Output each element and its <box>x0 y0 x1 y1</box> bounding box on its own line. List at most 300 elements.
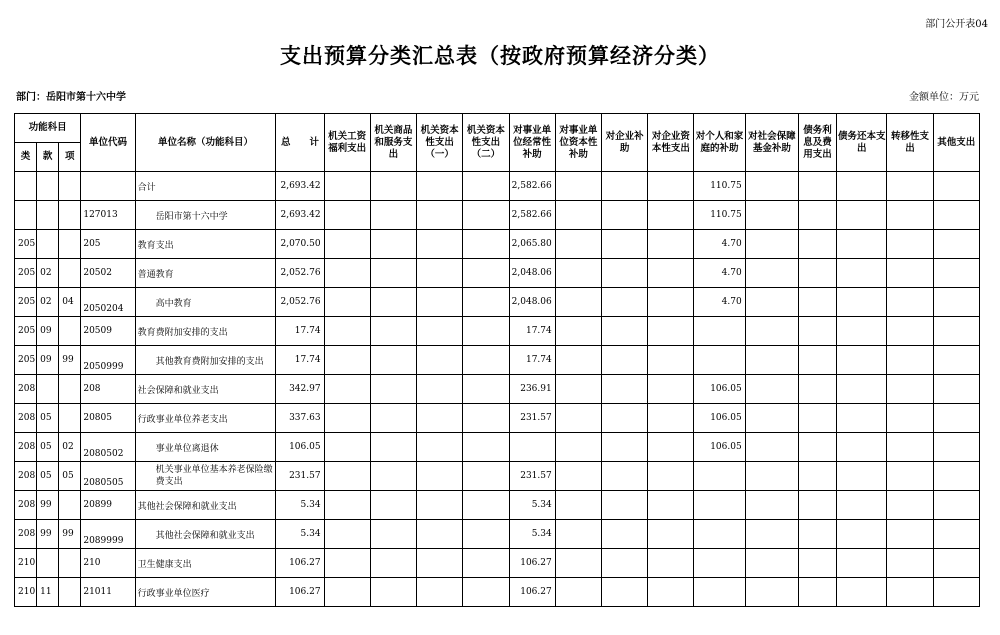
row-xiang <box>59 201 81 230</box>
row-c3 <box>417 433 463 462</box>
row-c11 <box>798 404 836 433</box>
row-c5: 2,065.80 <box>509 230 555 259</box>
header-xiang: 项 <box>59 143 81 172</box>
row-c3 <box>417 201 463 230</box>
row-unit-code: 20805 <box>81 404 135 433</box>
row-c4 <box>463 520 509 549</box>
row-c10 <box>745 201 798 230</box>
row-c1 <box>324 462 370 491</box>
row-c12 <box>837 404 887 433</box>
row-unit-code: 20502 <box>81 259 135 288</box>
header-c4: 机关资本性支出（二） <box>463 114 509 172</box>
row-unit-code <box>81 172 135 201</box>
page-code: 部门公开表04 <box>925 19 988 30</box>
row-c5: 231.57 <box>509 462 555 491</box>
row-c3 <box>417 404 463 433</box>
row-c10 <box>745 433 798 462</box>
row-xiang <box>59 578 81 607</box>
row-xiang <box>59 317 81 346</box>
row-c13 <box>887 520 933 549</box>
row-c7 <box>601 259 647 288</box>
row-c6 <box>555 317 601 346</box>
row-c3 <box>417 462 463 491</box>
row-c8 <box>648 462 694 491</box>
row-c9: 106.05 <box>694 433 745 462</box>
row-c3 <box>417 549 463 578</box>
table-row <box>15 317 980 346</box>
row-c6 <box>555 201 601 230</box>
header-c11: 债务利息及费用支出 <box>798 114 836 172</box>
row-c14 <box>933 491 979 520</box>
header-total: 总 计 <box>276 114 324 172</box>
table-row <box>15 404 980 433</box>
header-c7: 对企业补助 <box>601 114 647 172</box>
table-row <box>15 549 980 578</box>
row-c1 <box>324 491 370 520</box>
row-c4 <box>463 404 509 433</box>
header-kuan: 款 <box>37 143 59 172</box>
row-c9 <box>694 462 745 491</box>
row-c10 <box>745 520 798 549</box>
header-unit-name: 单位名称（功能科目） <box>135 114 276 172</box>
row-c14 <box>933 462 979 491</box>
row-c1 <box>324 346 370 375</box>
row-c1 <box>324 230 370 259</box>
row-c2 <box>370 520 416 549</box>
table-row <box>15 230 980 259</box>
row-c10 <box>745 288 798 317</box>
row-lei: 208 <box>15 433 37 462</box>
row-c5: 236.91 <box>509 375 555 404</box>
row-c2 <box>370 230 416 259</box>
row-c6 <box>555 491 601 520</box>
row-c3 <box>417 491 463 520</box>
row-c8 <box>648 317 694 346</box>
table-row <box>15 520 980 549</box>
row-c9: 4.70 <box>694 259 745 288</box>
row-c12 <box>837 549 887 578</box>
row-xiang: 04 <box>59 288 81 317</box>
row-xiang <box>59 259 81 288</box>
row-c9: 106.05 <box>694 404 745 433</box>
row-kuan: 05 <box>37 433 59 462</box>
row-unit-code: 20899 <box>81 491 135 520</box>
row-total: 2,070.50 <box>276 230 324 259</box>
row-xiang <box>59 230 81 259</box>
row-c13 <box>887 259 933 288</box>
row-c1 <box>324 578 370 607</box>
row-lei: 208 <box>15 404 37 433</box>
row-c8 <box>648 578 694 607</box>
row-lei <box>15 201 37 230</box>
row-lei: 205 <box>15 317 37 346</box>
row-c2 <box>370 375 416 404</box>
row-c1 <box>324 520 370 549</box>
header-unit-code: 单位代码 <box>81 114 135 172</box>
row-lei: 208 <box>15 491 37 520</box>
budget-table <box>14 113 980 607</box>
row-c11 <box>798 288 836 317</box>
row-c14 <box>933 375 979 404</box>
row-c8 <box>648 172 694 201</box>
row-c10 <box>745 259 798 288</box>
row-kuan <box>37 230 59 259</box>
header-c5: 对事业单位经常性补助 <box>509 114 555 172</box>
row-kuan: 05 <box>37 404 59 433</box>
row-kuan: 02 <box>37 288 59 317</box>
row-xiang <box>59 549 81 578</box>
row-c1 <box>324 201 370 230</box>
header-c8: 对企业资本性支出 <box>648 114 694 172</box>
row-unit-name: 其他教育费附加安排的支出 <box>135 346 276 375</box>
row-kuan: 05 <box>37 462 59 491</box>
row-c14 <box>933 201 979 230</box>
header-lei: 类 <box>15 143 37 172</box>
row-c8 <box>648 259 694 288</box>
row-c5: 5.34 <box>509 520 555 549</box>
row-c13 <box>887 462 933 491</box>
row-c3 <box>417 288 463 317</box>
row-unit-name: 行政事业单位医疗 <box>135 578 276 607</box>
row-c12 <box>837 172 887 201</box>
row-c12 <box>837 433 887 462</box>
row-kuan: 09 <box>37 346 59 375</box>
row-c13 <box>887 549 933 578</box>
row-c1 <box>324 259 370 288</box>
row-c4 <box>463 201 509 230</box>
row-c14 <box>933 317 979 346</box>
header-c12: 债务还本支出 <box>837 114 887 172</box>
row-total: 2,693.42 <box>276 201 324 230</box>
row-c3 <box>417 375 463 404</box>
row-c14 <box>933 578 979 607</box>
row-xiang: 05 <box>59 462 81 491</box>
row-c5: 17.74 <box>509 317 555 346</box>
table-row <box>15 462 980 491</box>
row-xiang <box>59 172 81 201</box>
row-lei: 205 <box>15 230 37 259</box>
row-unit-code: 2050999 <box>81 346 135 375</box>
row-c4 <box>463 346 509 375</box>
row-c8 <box>648 201 694 230</box>
row-c6 <box>555 288 601 317</box>
row-c11 <box>798 520 836 549</box>
row-c7 <box>601 317 647 346</box>
table-row <box>15 375 980 404</box>
row-c12 <box>837 288 887 317</box>
row-c7 <box>601 375 647 404</box>
row-lei: 205 <box>15 346 37 375</box>
row-c10 <box>745 346 798 375</box>
row-c14 <box>933 259 979 288</box>
row-c6 <box>555 259 601 288</box>
row-c8 <box>648 288 694 317</box>
row-c4 <box>463 433 509 462</box>
row-c7 <box>601 201 647 230</box>
row-c11 <box>798 201 836 230</box>
row-c5 <box>509 433 555 462</box>
amount-unit-label: 金额单位：万元 <box>909 92 979 103</box>
table-row <box>15 346 980 375</box>
row-c5: 2,048.06 <box>509 288 555 317</box>
row-unit-name: 卫生健康支出 <box>135 549 276 578</box>
row-c11 <box>798 172 836 201</box>
row-c10 <box>745 462 798 491</box>
row-xiang <box>59 375 81 404</box>
row-unit-name: 行政事业单位养老支出 <box>135 404 276 433</box>
row-c6 <box>555 375 601 404</box>
row-total: 337.63 <box>276 404 324 433</box>
row-c10 <box>745 549 798 578</box>
row-kuan <box>37 375 59 404</box>
row-c7 <box>601 578 647 607</box>
row-c4 <box>463 259 509 288</box>
row-total: 2,052.76 <box>276 259 324 288</box>
row-c5: 2,582.66 <box>509 201 555 230</box>
row-lei: 210 <box>15 549 37 578</box>
row-c6 <box>555 404 601 433</box>
row-c2 <box>370 491 416 520</box>
row-c6 <box>555 520 601 549</box>
row-c9: 4.70 <box>694 230 745 259</box>
row-kuan: 11 <box>37 578 59 607</box>
row-c4 <box>463 172 509 201</box>
row-total: 231.57 <box>276 462 324 491</box>
row-c14 <box>933 346 979 375</box>
row-lei: 205 <box>15 259 37 288</box>
row-c12 <box>837 520 887 549</box>
row-lei: 208 <box>15 462 37 491</box>
row-xiang: 99 <box>59 520 81 549</box>
row-c14 <box>933 433 979 462</box>
row-c2 <box>370 462 416 491</box>
row-c11 <box>798 491 836 520</box>
row-unit-name: 机关事业单位基本养老保险缴费支出 <box>135 462 276 491</box>
row-c12 <box>837 259 887 288</box>
row-c10 <box>745 404 798 433</box>
row-c10 <box>745 578 798 607</box>
row-unit-code: 2080505 <box>81 462 135 491</box>
row-c8 <box>648 491 694 520</box>
row-c5: 106.27 <box>509 549 555 578</box>
row-kuan: 99 <box>37 491 59 520</box>
row-c13 <box>887 578 933 607</box>
row-total: 17.74 <box>276 317 324 346</box>
row-c7 <box>601 491 647 520</box>
row-c3 <box>417 317 463 346</box>
row-c3 <box>417 259 463 288</box>
row-c13 <box>887 433 933 462</box>
page-title: 支出预算分类汇总表（按政府预算经济分类） <box>280 43 720 68</box>
row-total: 5.34 <box>276 520 324 549</box>
row-c7 <box>601 288 647 317</box>
row-c7 <box>601 346 647 375</box>
row-xiang <box>59 404 81 433</box>
row-unit-name: 高中教育 <box>135 288 276 317</box>
row-lei: 208 <box>15 375 37 404</box>
row-c2 <box>370 288 416 317</box>
table-row <box>15 288 980 317</box>
row-c7 <box>601 230 647 259</box>
row-c9 <box>694 491 745 520</box>
row-c5: 5.34 <box>509 491 555 520</box>
row-unit-name: 事业单位离退休 <box>135 433 276 462</box>
row-c6 <box>555 172 601 201</box>
row-c14 <box>933 404 979 433</box>
row-c11 <box>798 230 836 259</box>
row-c9 <box>694 520 745 549</box>
row-c13 <box>887 404 933 433</box>
row-c4 <box>463 317 509 346</box>
row-c3 <box>417 230 463 259</box>
row-lei: 208 <box>15 520 37 549</box>
row-c11 <box>798 259 836 288</box>
row-c3 <box>417 578 463 607</box>
row-c12 <box>837 317 887 346</box>
row-kuan <box>37 549 59 578</box>
row-c6 <box>555 230 601 259</box>
row-c11 <box>798 346 836 375</box>
row-c12 <box>837 230 887 259</box>
row-unit-name: 合计 <box>135 172 276 201</box>
row-c2 <box>370 433 416 462</box>
row-c8 <box>648 404 694 433</box>
row-c3 <box>417 346 463 375</box>
row-c4 <box>463 578 509 607</box>
row-c13 <box>887 172 933 201</box>
row-c3 <box>417 520 463 549</box>
table-row <box>15 433 980 462</box>
row-c14 <box>933 230 979 259</box>
row-c13 <box>887 375 933 404</box>
row-c4 <box>463 375 509 404</box>
row-xiang <box>59 491 81 520</box>
row-unit-code: 2080502 <box>81 433 135 462</box>
table-row <box>15 201 980 230</box>
header-c2: 机关商品和服务支出 <box>370 114 416 172</box>
row-c7 <box>601 433 647 462</box>
header-c6: 对事业单位资本性补助 <box>555 114 601 172</box>
row-c5: 2,048.06 <box>509 259 555 288</box>
row-c4 <box>463 230 509 259</box>
row-c12 <box>837 375 887 404</box>
row-c12 <box>837 578 887 607</box>
row-unit-code: 205 <box>81 230 135 259</box>
header-c10: 对社会保障基金补助 <box>745 114 798 172</box>
row-c8 <box>648 520 694 549</box>
row-c9: 110.75 <box>694 172 745 201</box>
row-c10 <box>745 375 798 404</box>
row-c1 <box>324 288 370 317</box>
row-total: 2,693.42 <box>276 172 324 201</box>
row-c2 <box>370 317 416 346</box>
row-c1 <box>324 375 370 404</box>
row-kuan: 09 <box>37 317 59 346</box>
row-c10 <box>745 491 798 520</box>
row-c11 <box>798 462 836 491</box>
row-c7 <box>601 520 647 549</box>
row-c1 <box>324 549 370 578</box>
row-c12 <box>837 462 887 491</box>
row-total: 17.74 <box>276 346 324 375</box>
row-c11 <box>798 317 836 346</box>
row-c1 <box>324 404 370 433</box>
row-total: 342.97 <box>276 375 324 404</box>
row-c7 <box>601 404 647 433</box>
row-c13 <box>887 230 933 259</box>
table-row <box>15 172 980 201</box>
row-c7 <box>601 172 647 201</box>
header-func-group: 功能科目 <box>15 114 81 143</box>
row-c1 <box>324 433 370 462</box>
row-c9 <box>694 346 745 375</box>
row-unit-name: 社会保障和就业支出 <box>135 375 276 404</box>
row-total: 106.27 <box>276 578 324 607</box>
row-lei <box>15 172 37 201</box>
row-c3 <box>417 172 463 201</box>
row-xiang: 02 <box>59 433 81 462</box>
row-unit-code: 21011 <box>81 578 135 607</box>
row-c14 <box>933 172 979 201</box>
row-c11 <box>798 578 836 607</box>
row-c11 <box>798 375 836 404</box>
row-c5: 17.74 <box>509 346 555 375</box>
row-c9: 4.70 <box>694 288 745 317</box>
row-c1 <box>324 317 370 346</box>
row-c12 <box>837 201 887 230</box>
row-c10 <box>745 230 798 259</box>
table-row <box>15 491 980 520</box>
row-c11 <box>798 433 836 462</box>
row-c2 <box>370 346 416 375</box>
row-c5: 2,582.66 <box>509 172 555 201</box>
header-c13: 转移性支出 <box>887 114 933 172</box>
row-c8 <box>648 346 694 375</box>
row-unit-name: 教育支出 <box>135 230 276 259</box>
row-c6 <box>555 433 601 462</box>
row-c8 <box>648 230 694 259</box>
row-c13 <box>887 317 933 346</box>
row-c9 <box>694 317 745 346</box>
row-kuan: 99 <box>37 520 59 549</box>
row-c14 <box>933 288 979 317</box>
row-c9 <box>694 549 745 578</box>
row-c6 <box>555 346 601 375</box>
row-c2 <box>370 172 416 201</box>
row-kuan <box>37 172 59 201</box>
row-unit-code: 2089999 <box>81 520 135 549</box>
row-c10 <box>745 317 798 346</box>
row-c4 <box>463 549 509 578</box>
row-total: 106.27 <box>276 549 324 578</box>
row-unit-code: 20509 <box>81 317 135 346</box>
row-c6 <box>555 549 601 578</box>
row-c2 <box>370 404 416 433</box>
row-c12 <box>837 346 887 375</box>
row-c2 <box>370 578 416 607</box>
row-kuan <box>37 201 59 230</box>
row-c13 <box>887 201 933 230</box>
table-row <box>15 578 980 607</box>
row-xiang: 99 <box>59 346 81 375</box>
row-c10 <box>745 172 798 201</box>
row-unit-code: 210 <box>81 549 135 578</box>
row-c7 <box>601 549 647 578</box>
row-c9 <box>694 578 745 607</box>
row-unit-code: 2050204 <box>81 288 135 317</box>
header-c1: 机关工资福利支出 <box>324 114 370 172</box>
row-unit-name: 普通教育 <box>135 259 276 288</box>
